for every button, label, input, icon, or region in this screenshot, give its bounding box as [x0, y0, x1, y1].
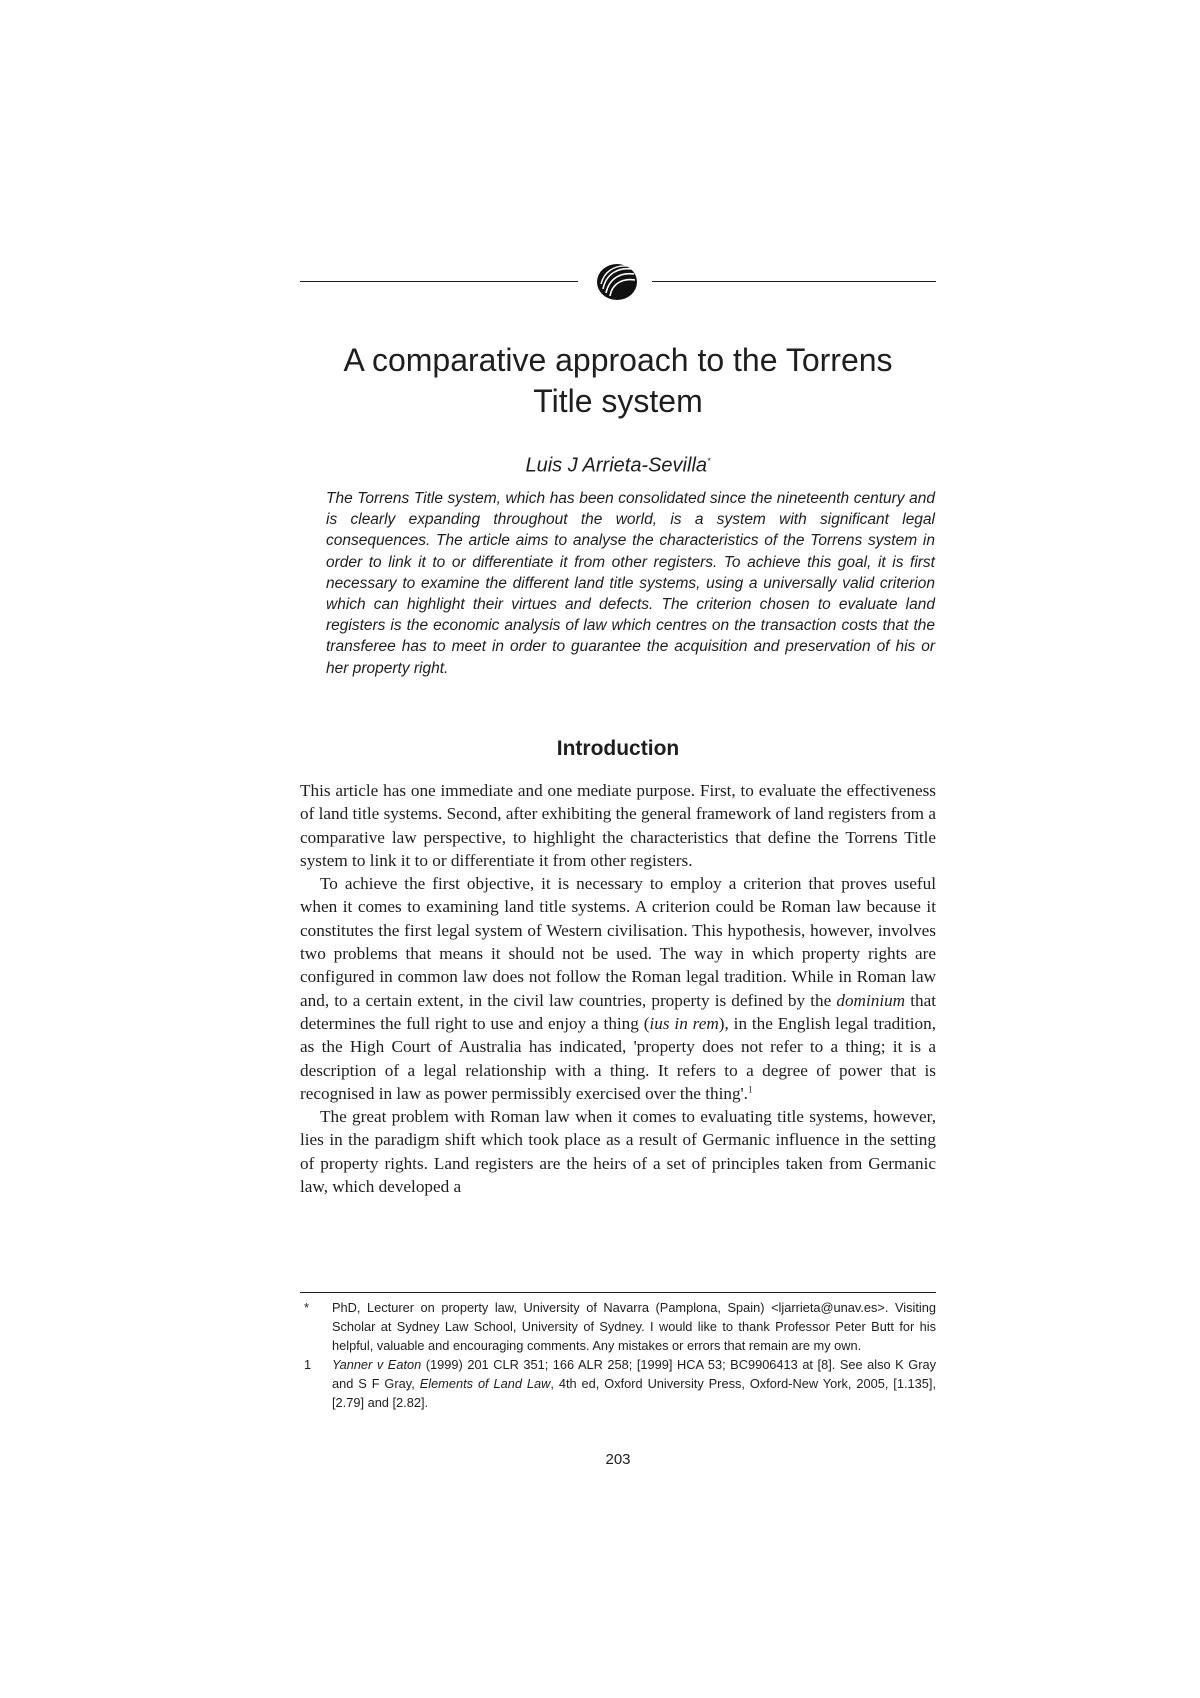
ornament-right-rule	[652, 281, 936, 282]
footnote-divider	[300, 1292, 936, 1293]
footnote-author	[300, 1298, 936, 1355]
author-name	[300, 449, 936, 478]
paragraph-2-part-a: To achieve the first objective, it is necessary to employ a criterion that proves useful when it comes to examining land title systems. A criterion could be Roman law because it constitutes the first legal system of Western civilisation. This hypothesis, however, involves two problems that means it should not be used. The way in which property rights are configured in common law does not follow the Roman legal tradition. While in Roman law and, to a certain extent, in the civil law countries, property is defined by the	[300, 874, 936, 1010]
footnote-author-text: PhD, Lecturer on property law, University of Navarra (Pamplona, Spain) <ljarrieta@unav.es>. Visiting Scholar at Sydney Law School, University of Sydney. I would like to thank Professor Peter Butt for his helpful, valuable and encouraging comments. Any mistakes or errors that remain are my own.	[332, 1300, 936, 1353]
body-text	[300, 779, 936, 1198]
paragraph-3: The great problem with Roman law when it comes to evaluating title systems, however, lies in the paradigm shift which took place as a result of Germanic influence in the setting of property rights. Land registers are the heirs of a set of principles taken from Germanic law, which developed a	[300, 1107, 936, 1197]
term-dominium: dominium	[836, 990, 906, 1010]
paragraph-1: This article has one immediate and one mediate purpose. First, to evaluate the effectiveness of land title systems. Second, after exhibiting the general framework of land registers from a comparative law perspective, to highlight the characteristics that define the Torrens Title system to link it to or differentiate it from other registers.	[300, 781, 936, 870]
paragraph-2-part-b: that determines the full right to use and enjoy a thing (	[300, 990, 936, 1033]
title-line-2: Title system	[533, 383, 703, 419]
footnote-1-mark: 1	[304, 1357, 312, 1372]
footnote-1-part-b: , 4th ed, Oxford University Press, Oxford-New York, 2005, [1.135], [2.79] and [2.82].	[332, 1376, 936, 1410]
title-line-1: A comparative approach to the Torrens	[343, 342, 893, 378]
abstract: The Torrens Title system, which has been consolidated since the nineteenth century and is clearly expanding throughout the world, is a system with significant legal consequences. The article aims to analyse the characteristics of the Torrens system in order to link it to or differentiate it from other registers. To achieve this goal, it is first necessary to examine the different land title systems, using a universally valid criterion which can highlight their virtues and defects. The criterion chosen to evaluate land registers is the economic analysis of law which centres on the transaction costs that the transferee has to meet in order to guarantee the acquisition and preservation of his or her property right.	[326, 490, 935, 677]
ornament-left-rule	[300, 281, 578, 282]
title-ornament	[300, 262, 936, 302]
term-ius-in-rem: ius in rem	[649, 1013, 719, 1033]
section-heading: Introduction	[556, 737, 680, 760]
author-text: Luis J Arrieta-Sevilla	[525, 454, 708, 477]
paragraph-2-part-c: ), in the English legal tradition, as the High Court of Australia has indicated, 'property does not refer to a thing; it is a description of a legal relationship with a thing. It refers to a degree of power that is recognised in law as power permissibly exercised over the thing'.	[300, 1013, 936, 1103]
footnote-1-part-a: (1999) 201 CLR 351; 166 ALR 258; [1999] HCA 53; BC9906413 at [8]. See also K Gray and S F Gray,	[332, 1357, 936, 1391]
footnote-ref-1[interactable]: 1	[747, 1084, 753, 1095]
article-title	[300, 340, 936, 422]
footnote-1-case: Yanner v Eaton	[332, 1357, 422, 1372]
page-number: 203	[605, 1451, 631, 1468]
author-footnote-mark: *	[707, 456, 711, 466]
footnote-1	[300, 1355, 936, 1412]
footnote-1-book: Elements of Land Law	[419, 1376, 551, 1391]
publisher-logo-icon	[594, 262, 640, 302]
footnotes	[300, 1298, 936, 1412]
paragraph-2	[300, 872, 936, 1105]
footnote-author-mark: *	[304, 1300, 309, 1315]
